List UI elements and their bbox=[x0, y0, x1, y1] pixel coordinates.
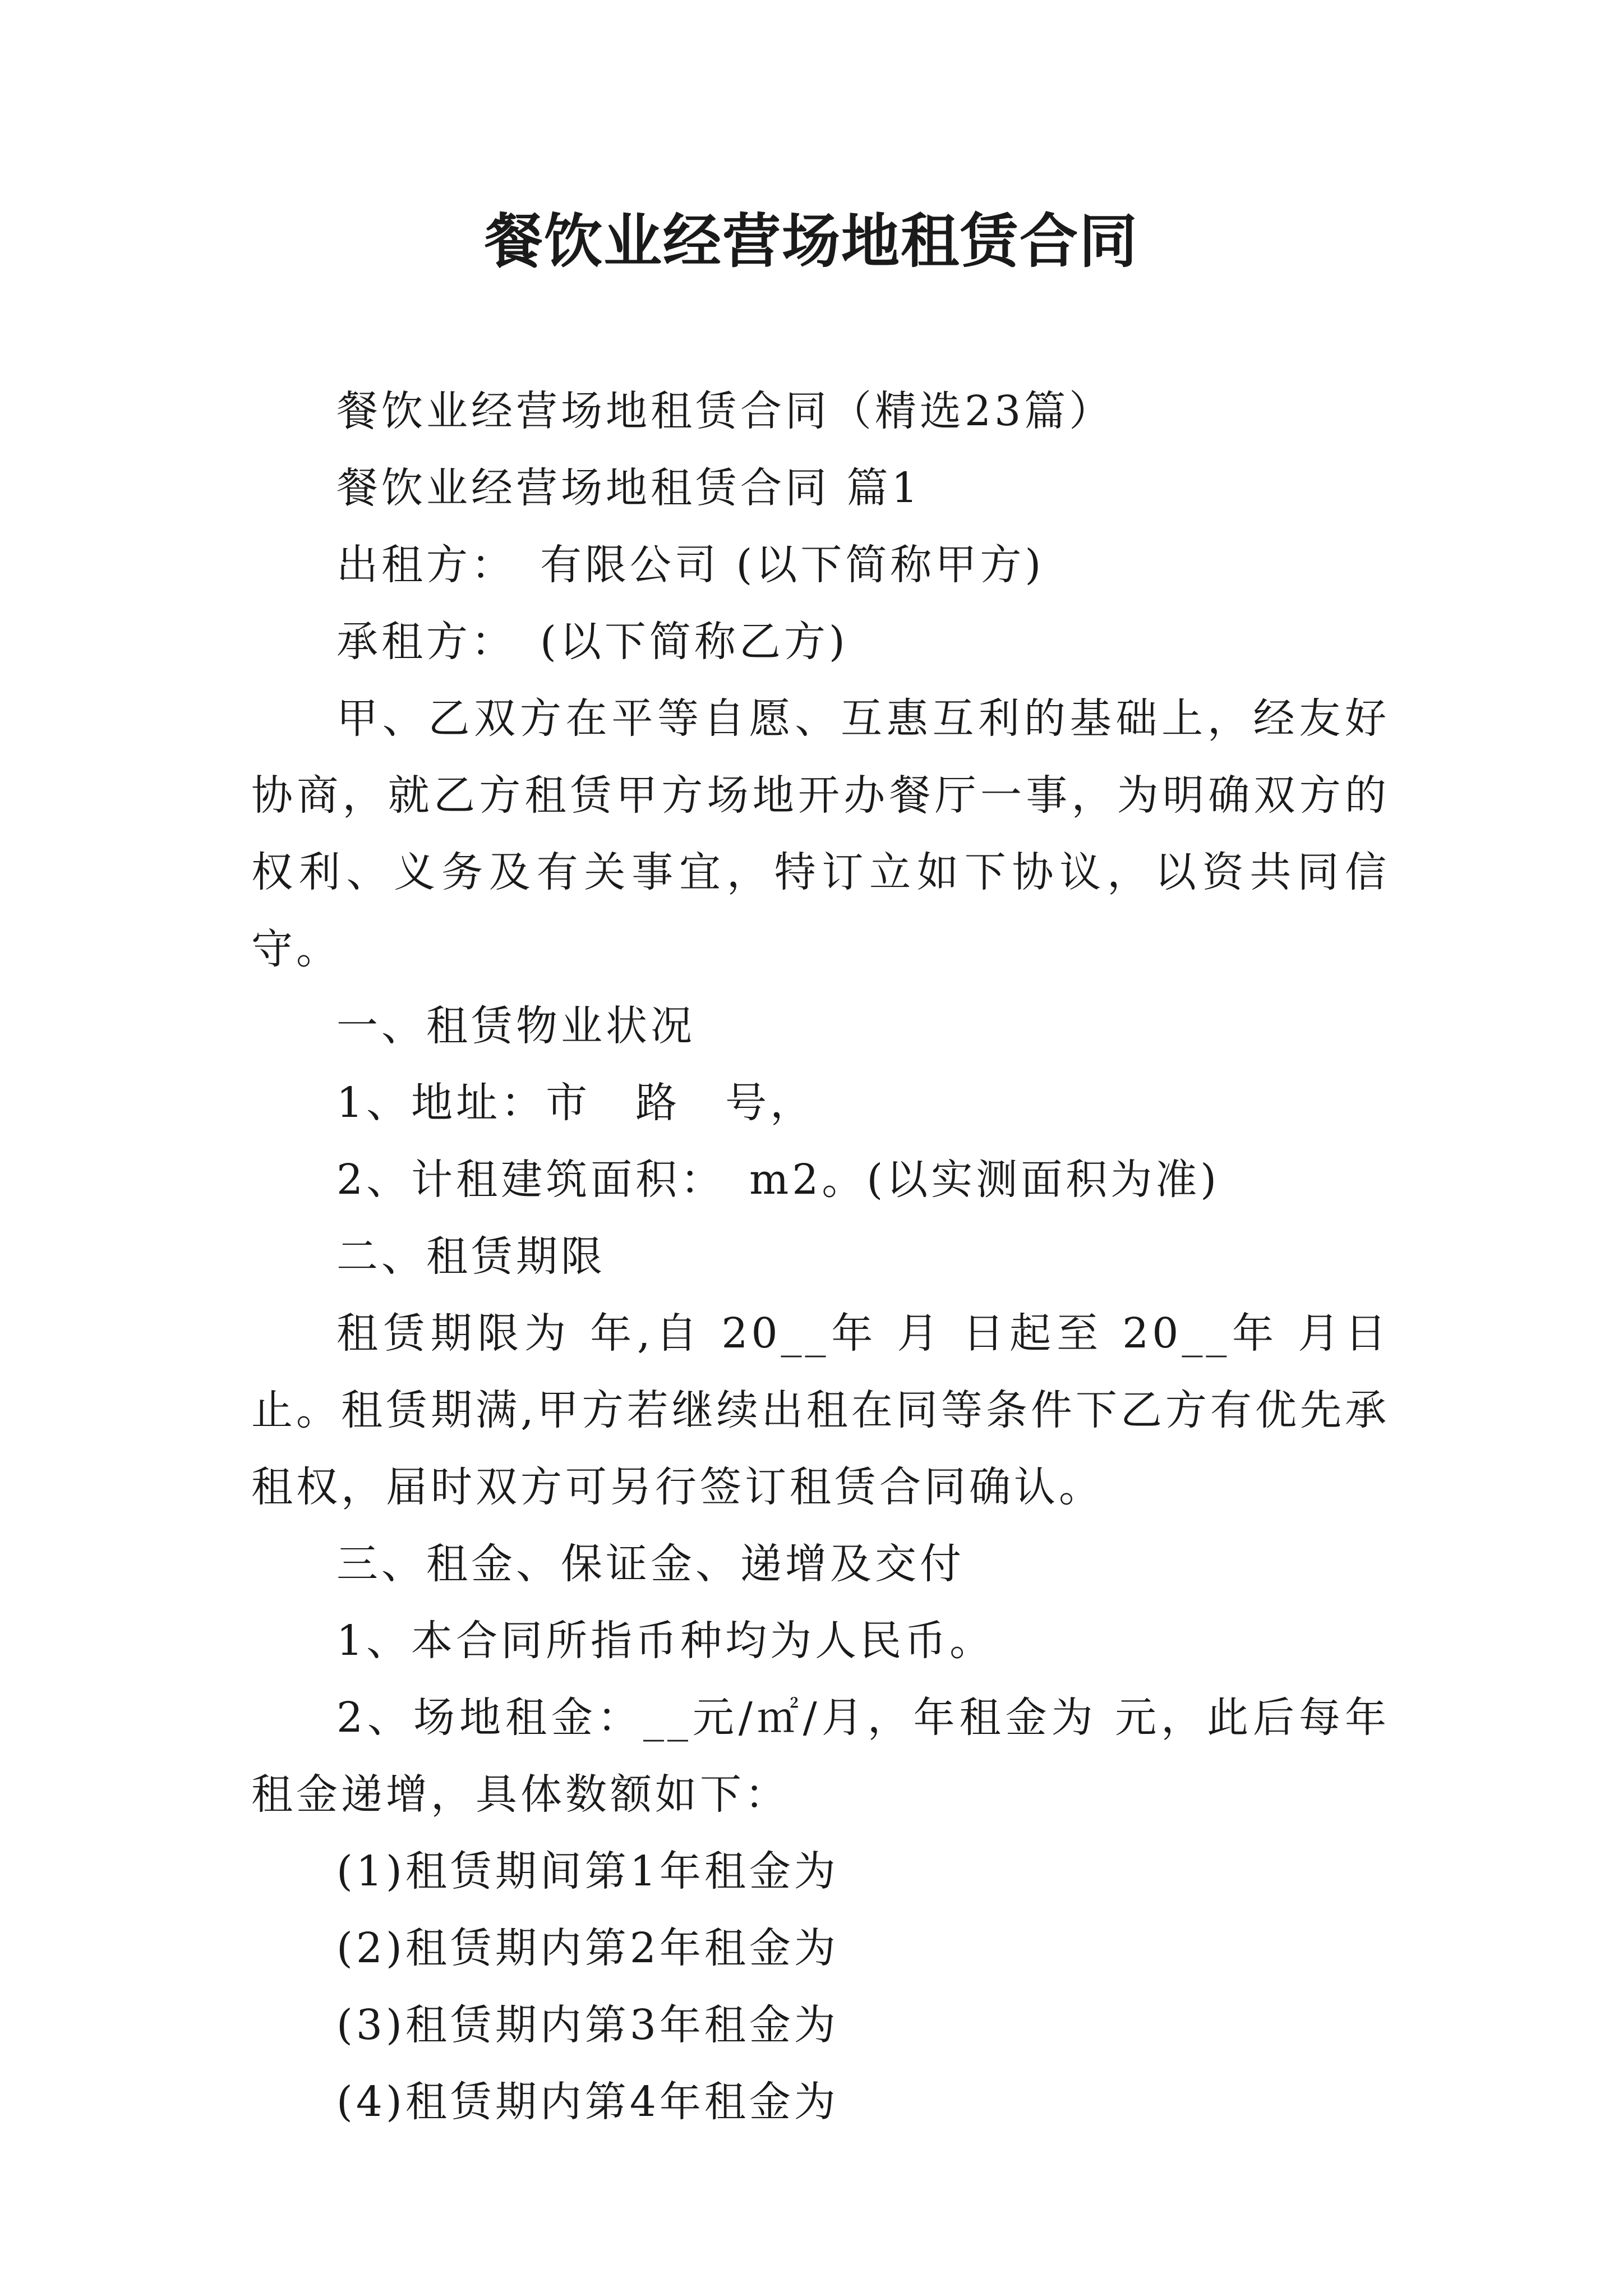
list-item-rent-year-3: (3)租赁期内第3年租金为 bbox=[336, 2001, 839, 2049]
document-body bbox=[251, 373, 1390, 2141]
paragraph-term: 租赁期限为 年,自 20__年 月 日起至 20__年 月日止。租赁期满,甲方若继续出租在同等条件下乙方有优先承租权，届时双方可另行签订租赁合同确认。 bbox=[251, 1309, 1390, 1511]
list-item-rent-year-4: (4)租赁期内第4年租金为 bbox=[336, 2078, 839, 2126]
section-heading-term: 二、租赁期限 bbox=[336, 1232, 606, 1281]
section-heading-rent: 三、租金、保证金、递增及交付 bbox=[336, 1540, 965, 1588]
paragraph-preamble: 甲、乙双方在平等自愿、互惠互利的基础上，经友好协商，就乙方租赁甲方场地开办餐厅一事，为明确双方的权利、义务及有关事宜，特订立如下协议，以资共同信守。 bbox=[251, 694, 1390, 973]
paragraph-address: 1、地址：市 路 号， bbox=[336, 1079, 815, 1127]
paragraph-currency: 1、本合同所指币种均为人民币。 bbox=[336, 1617, 995, 1665]
paragraph-collection-title: 餐饮业经营场地租赁合同（精选23篇） bbox=[336, 387, 1114, 435]
paragraph-area: 2、计租建筑面积： m2。(以实测面积为准) bbox=[336, 1156, 1220, 1204]
paragraph-lessor: 出租方： 有限公司 (以下简称甲方) bbox=[336, 541, 1045, 589]
section-heading-property: 一、租赁物业状况 bbox=[336, 1002, 695, 1050]
list-item-rent-year-1: (1)租赁期间第1年租金为 bbox=[336, 1847, 839, 1895]
paragraph-rent: 2、场地租金：__元/㎡/月，年租金为 元，此后每年租金递增，具体数额如下： bbox=[251, 1694, 1390, 1819]
paragraph-article-heading: 餐饮业经营场地租赁合同 篇1 bbox=[336, 464, 921, 512]
list-item-rent-year-2: (2)租赁期内第2年租金为 bbox=[336, 1924, 839, 1972]
document-title: 餐饮业经营场地租赁合同 bbox=[484, 206, 1138, 275]
paragraph-lessee: 承租方： (以下简称乙方) bbox=[336, 618, 849, 666]
